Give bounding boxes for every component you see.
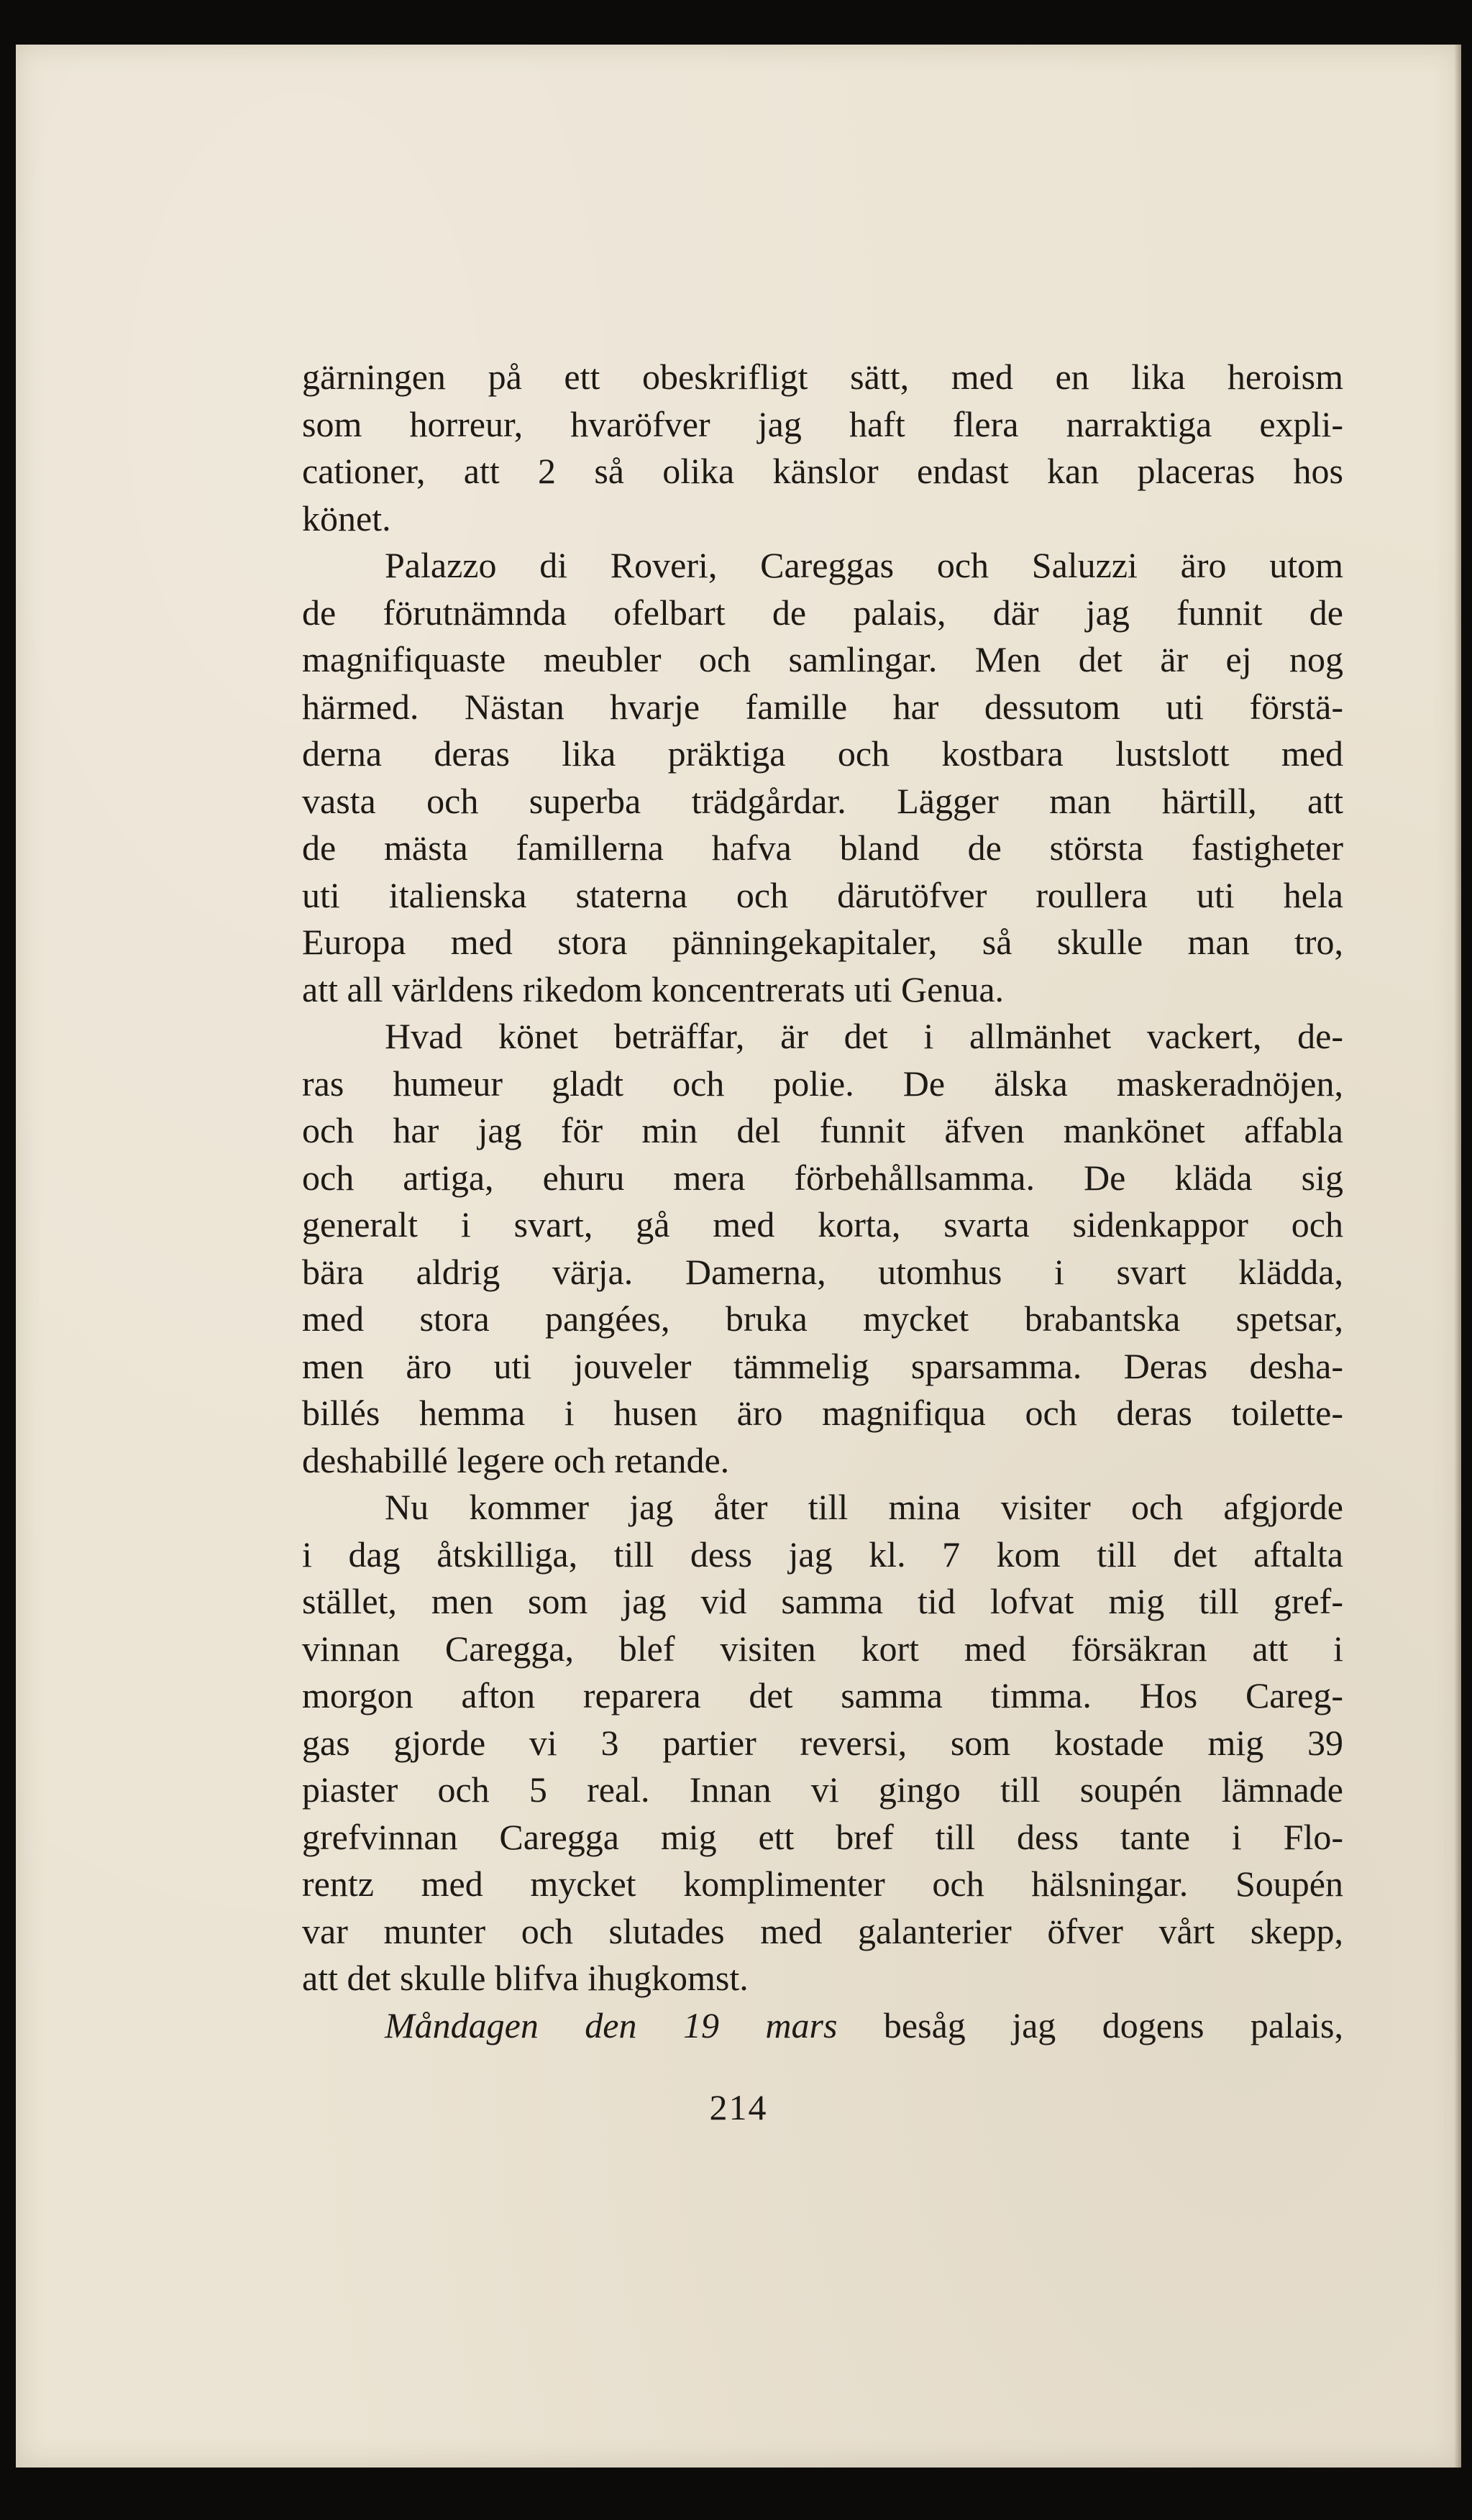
text-line: men äro uti jouveler tämmelig sparsamma. Deras desha- — [302, 1345, 1343, 1386]
text-line: i dag åtskilliga, till dess jag kl. 7 kom till det aftalta — [302, 1534, 1343, 1575]
text-line: vinnan Caregga, blef visiten kort med försäkran att i — [302, 1628, 1343, 1669]
text-line: och artiga, ehuru mera förbehållsamma. De kläda sig — [302, 1157, 1343, 1198]
text-line: uti italienska staterna och därutöfver roullera uti hela — [302, 874, 1343, 915]
text-line: könet. — [302, 498, 391, 539]
text-line: härmed. Nästan hvarje famille har dessutom uti förstä- — [302, 686, 1343, 727]
text-line: generalt i svart, gå med korta, svarta sidenkappor och — [302, 1204, 1343, 1245]
text-line: cationer, att 2 så olika känslor endast kan placeras hos — [302, 451, 1343, 491]
text-line: bära aldrig värja. Damerna, utomhus i svart klädda, — [302, 1251, 1343, 1292]
text-line: Hvad könet beträffar, är det i allmänhet vackert, de- — [385, 1016, 1343, 1056]
text-line-rest: besåg jag dogens palais, — [837, 2004, 1344, 2045]
text-line: att det skulle blifva ihugkomst. — [302, 1958, 749, 1998]
text-line: gärningen på ett obeskrifligt sätt, med en lika heroism — [302, 357, 1343, 397]
page-number: 214 — [709, 2087, 768, 2127]
text-line: magnifiquaste meubler och samlingar. Men det är ej nog — [302, 639, 1343, 679]
date-heading-italic: Måndagen den 19 mars — [385, 2004, 838, 2045]
text-line: deshabillé legere och retande. — [302, 1439, 730, 1480]
text-line: morgon afton reparera det samma timma. Hos Careg- — [302, 1675, 1343, 1715]
text-line: med stora pangées, bruka mycket brabantska spetsar, — [302, 1298, 1343, 1339]
text-line: och har jag för min del funnit äfven mankönet affabla — [302, 1110, 1343, 1150]
text-line: derna deras lika präktiga och kostbara lustslott med — [302, 733, 1343, 774]
text-line: som horreur, hvaröfver jag haft flera narraktiga expli- — [302, 403, 1343, 444]
paragraph-5 — [302, 2002, 1343, 2050]
book-page — [16, 45, 1461, 2468]
text-line: rentz med mycket komplimenter och hälsningar. Soupén — [302, 1864, 1343, 1904]
body-text — [302, 354, 1343, 2049]
text-line: gas gjorde vi 3 partier reversi, som kostade mig 39 — [302, 1722, 1343, 1763]
text-line: grefvinnan Caregga mig ett bref till dess tante i Flo- — [302, 1816, 1343, 1857]
paragraph-2 — [302, 542, 1343, 1013]
paragraph-3 — [302, 1013, 1343, 1484]
paragraph-1 — [302, 354, 1343, 542]
text-line: stället, men som jag vid samma tid lofvat mig till gref- — [302, 1581, 1343, 1621]
text-line: piaster och 5 real. Innan vi gingo till soupén lämnade — [302, 1769, 1343, 1810]
paragraph-4 — [302, 1484, 1343, 2002]
text-line: vasta och superba trädgårdar. Lägger man härtill, att — [302, 780, 1343, 821]
text-line: de förutnämnda ofelbart de palais, där jag funnit de — [302, 592, 1343, 633]
text-line: Europa med stora pänningekapitaler, så skulle man tro, — [302, 922, 1343, 962]
text-line: de mästa famillerna hafva bland de största fastigheter — [302, 828, 1343, 868]
text-line: Nu kommer jag åter till mina visiter och afgjorde — [385, 1487, 1343, 1527]
text-line-final — [302, 2002, 1343, 2050]
text-line: att all världens rikedom koncentrerats uti Genua. — [302, 968, 1005, 1009]
text-line: var munter och slutades med galanterier öfver vårt skepp, — [302, 1910, 1343, 1951]
text-line: billés hemma i husen äro magnifiqua och deras toilette- — [302, 1393, 1343, 1433]
text-line: Palazzo di Roveri, Careggas och Saluzzi äro utom — [385, 545, 1343, 585]
text-line: ras humeur gladt och polie. De älska maskeradnöjen, — [302, 1063, 1343, 1104]
